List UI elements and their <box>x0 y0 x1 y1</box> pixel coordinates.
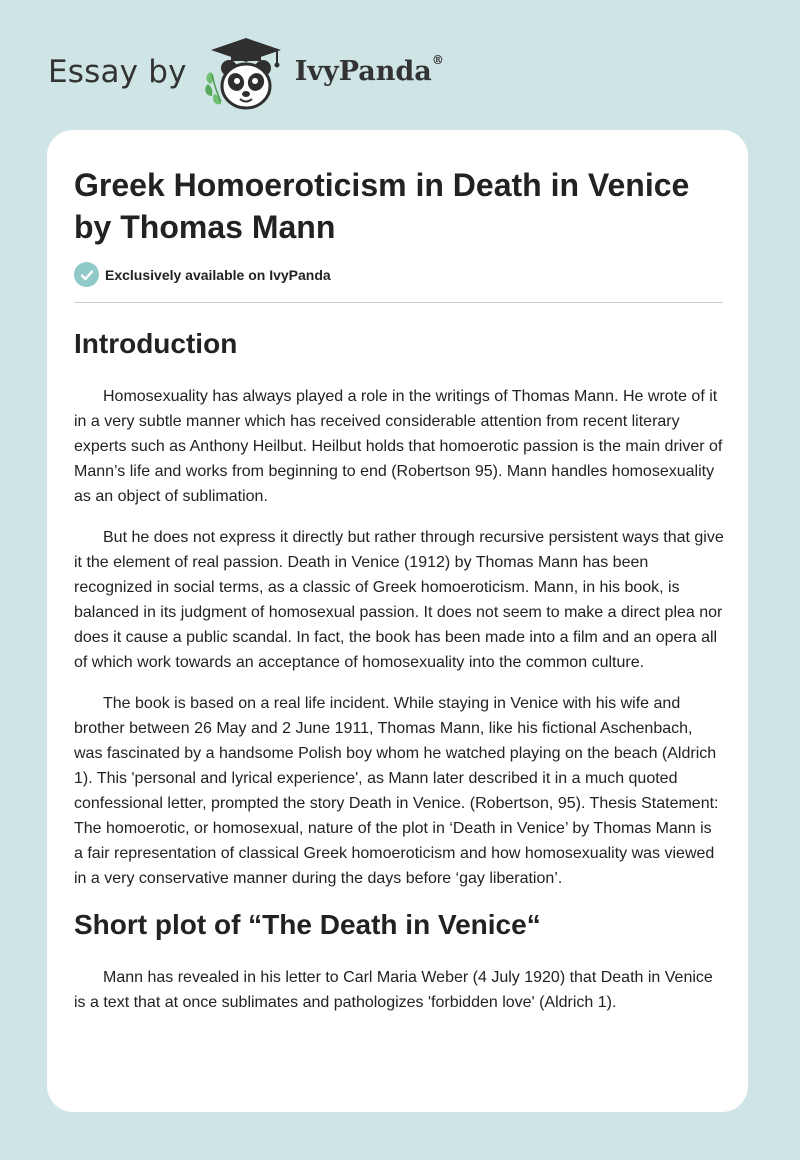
paragraph: Homosexuality has always played a role in the writings of Thomas Mann. He wrote of it in a very subtle manner which has received considerable attention from recent literary experts such as Anthony Heilbut. Heilbut holds that homoerotic passion is the main driver of Mann’s life and works from beginning to end (Robertson 95). Mann handles homosexuality as an object of sublimation. <box>74 388 723 505</box>
brand-name[interactable]: IvyPanda® <box>294 52 444 87</box>
registered-mark: ® <box>431 52 444 67</box>
section-heading: Short plot of “The Death in Venice“ <box>74 909 541 940</box>
paragraph: The book is based on a real life incident. While staying in Venice with his wife and brother between 26 May and 2 June 1911, Thomas Mann, like his fictional Aschenbach, was fascinated by a handsome Polish boy whom he watched playing on the beach (Aldrich 1). This 'personal and lyrical experience', as Mann later described it in a much quoted confessional letter, prompted the story Death in Venice. (Robertson, 95). Thesis Statement: The homoerotic, or homosexual, nature of the plot in ‘Death in Venice’ by Thomas Mann is a fair representation of classical Greek homoeroticism and how homosexuality was viewed in a very conservative manner during the days before ‘gay liberation’. <box>74 695 719 887</box>
essay-body <box>74 326 724 1031</box>
ivypanda-logo-icon[interactable] <box>201 34 291 114</box>
paragraph: Mann has revealed in his letter to Carl Maria Weber (4 July 1920) that Death in Venice is a text that at once sublimates and pathologizes 'forbidden love' (Aldrich 1). <box>74 969 713 1011</box>
paragraph: But he does not express it directly but rather through recursive persistent ways that give it the element of real passion. Death in Venice (1912) by Thomas Mann has been recognized in social terms, as a classic of Greek homoeroticism. Mann, in his book, is balanced in its judgment of homosexual passion. It does not seem to make a direct plea nor does it cause a public scandal. In fact, the book has been made into a film and an opera all of which work towards an acceptance of homosexuality into the common culture. <box>74 529 724 671</box>
site-header <box>48 34 444 114</box>
ivy-leaf-icon <box>205 72 221 104</box>
exclusive-badge <box>74 262 331 287</box>
essay-by-label: Essay by <box>48 54 187 90</box>
essay-card <box>47 130 748 1112</box>
page-title: Greek Homoeroticism in Death in Venice by Thomas Mann <box>74 167 690 245</box>
section-heading: Introduction <box>74 328 238 359</box>
check-icon <box>74 262 99 287</box>
title-divider <box>74 302 723 303</box>
badge-label: Exclusively available on IvyPanda <box>105 266 331 283</box>
